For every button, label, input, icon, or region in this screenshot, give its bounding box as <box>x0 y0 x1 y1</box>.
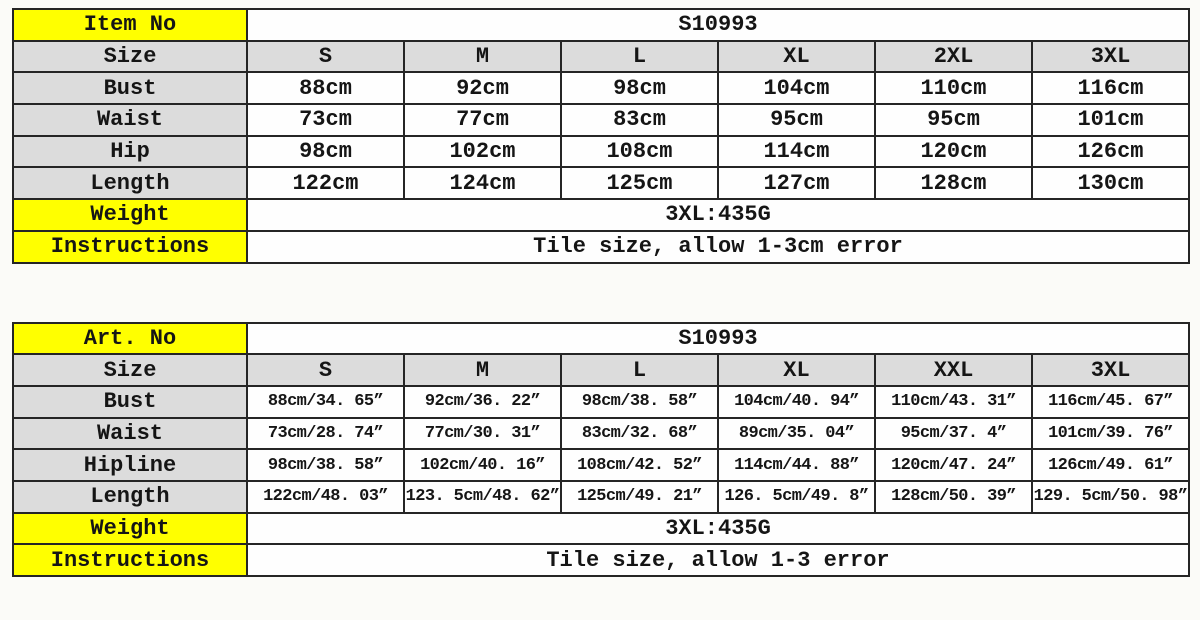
size-col-header: S <box>247 41 404 73</box>
imperial-size-table <box>12 322 1190 578</box>
weight-row <box>13 199 1189 231</box>
hip-label: Hip <box>13 136 247 168</box>
item-no-row <box>13 9 1189 41</box>
bust-value: 116cm/45. 67” <box>1032 386 1189 418</box>
hip-value: 126cm <box>1032 136 1189 168</box>
bust-value: 116cm <box>1032 72 1189 104</box>
instructions-row <box>13 544 1189 576</box>
length-value: 128cm <box>875 167 1032 199</box>
hip-value: 98cm <box>247 136 404 168</box>
hip-value: 120cm <box>875 136 1032 168</box>
waist-label: Waist <box>13 104 247 136</box>
length-row <box>13 167 1189 199</box>
waist-value: 77cm <box>404 104 561 136</box>
waist-value: 89cm/35. 04” <box>718 418 875 450</box>
bust-value: 110cm <box>875 72 1032 104</box>
weight-row <box>13 513 1189 545</box>
bust-value: 104cm <box>718 72 875 104</box>
waist-value: 95cm <box>718 104 875 136</box>
size-col-header: XL <box>718 354 875 386</box>
length-label: Length <box>13 167 247 199</box>
art-no-value: S10993 <box>247 323 1189 355</box>
length-value: 128cm/50. 39” <box>875 481 1032 513</box>
length-label: Length <box>13 481 247 513</box>
bust-value: 88cm/34. 65” <box>247 386 404 418</box>
size-header-row <box>13 41 1189 73</box>
size-col-header: M <box>404 41 561 73</box>
size-col-header: 3XL <box>1032 41 1189 73</box>
weight-label: Weight <box>13 513 247 545</box>
waist-row <box>13 104 1189 136</box>
size-col-header: M <box>404 354 561 386</box>
instructions-value: Tile size, allow 1-3cm error <box>247 231 1189 263</box>
bust-label: Bust <box>13 72 247 104</box>
instructions-label: Instructions <box>13 544 247 576</box>
metric-size-table <box>12 8 1190 264</box>
size-col-header: XXL <box>875 354 1032 386</box>
length-value: 122cm/48. 03” <box>247 481 404 513</box>
waist-value: 73cm <box>247 104 404 136</box>
size-col-header: 2XL <box>875 41 1032 73</box>
length-value: 122cm <box>247 167 404 199</box>
hip-row <box>13 136 1189 168</box>
waist-value: 77cm/30. 31” <box>404 418 561 450</box>
item-no-label: Item No <box>13 9 247 41</box>
art-no-label: Art. No <box>13 323 247 355</box>
bust-label: Bust <box>13 386 247 418</box>
instructions-row <box>13 231 1189 263</box>
hip-value: 102cm <box>404 136 561 168</box>
size-col-header: 3XL <box>1032 354 1189 386</box>
length-value: 125cm/49. 21” <box>561 481 718 513</box>
length-value: 129. 5cm/50. 98” <box>1032 481 1189 513</box>
hipline-value: 126cm/49. 61” <box>1032 449 1189 481</box>
length-value: 124cm <box>404 167 561 199</box>
size-label: Size <box>13 41 247 73</box>
bust-value: 110cm/43. 31” <box>875 386 1032 418</box>
instructions-label: Instructions <box>13 231 247 263</box>
size-col-header: S <box>247 354 404 386</box>
size-header-row <box>13 354 1189 386</box>
hip-value: 108cm <box>561 136 718 168</box>
bust-value: 98cm/38. 58” <box>561 386 718 418</box>
art-no-row <box>13 323 1189 355</box>
hipline-value: 102cm/40. 16” <box>404 449 561 481</box>
hipline-value: 98cm/38. 58” <box>247 449 404 481</box>
hip-value: 114cm <box>718 136 875 168</box>
waist-value: 83cm/32. 68” <box>561 418 718 450</box>
bust-value: 98cm <box>561 72 718 104</box>
waist-value: 101cm/39. 76” <box>1032 418 1189 450</box>
bust-value: 88cm <box>247 72 404 104</box>
bust-row <box>13 72 1189 104</box>
size-col-header: XL <box>718 41 875 73</box>
length-value: 123. 5cm/48. 62” <box>404 481 561 513</box>
length-value: 126. 5cm/49. 8” <box>718 481 875 513</box>
hipline-row <box>13 449 1189 481</box>
bust-value: 92cm/36. 22” <box>404 386 561 418</box>
weight-value: 3XL:435G <box>247 199 1189 231</box>
waist-value: 95cm/37. 4” <box>875 418 1032 450</box>
size-col-header: L <box>561 354 718 386</box>
length-value: 130cm <box>1032 167 1189 199</box>
waist-value: 73cm/28. 74” <box>247 418 404 450</box>
bust-value: 104cm/40. 94” <box>718 386 875 418</box>
waist-value: 83cm <box>561 104 718 136</box>
size-label: Size <box>13 354 247 386</box>
bust-value: 92cm <box>404 72 561 104</box>
waist-row <box>13 418 1189 450</box>
hipline-value: 108cm/42. 52” <box>561 449 718 481</box>
hipline-value: 120cm/47. 24” <box>875 449 1032 481</box>
waist-value: 95cm <box>875 104 1032 136</box>
length-value: 127cm <box>718 167 875 199</box>
size-col-header: L <box>561 41 718 73</box>
length-row <box>13 481 1189 513</box>
instructions-value: Tile size, allow 1-3 error <box>247 544 1189 576</box>
item-no-value: S10993 <box>247 9 1189 41</box>
hipline-label: Hipline <box>13 449 247 481</box>
weight-label: Weight <box>13 199 247 231</box>
weight-value: 3XL:435G <box>247 513 1189 545</box>
waist-value: 101cm <box>1032 104 1189 136</box>
length-value: 125cm <box>561 167 718 199</box>
waist-label: Waist <box>13 418 247 450</box>
hipline-value: 114cm/44. 88” <box>718 449 875 481</box>
bust-row <box>13 386 1189 418</box>
